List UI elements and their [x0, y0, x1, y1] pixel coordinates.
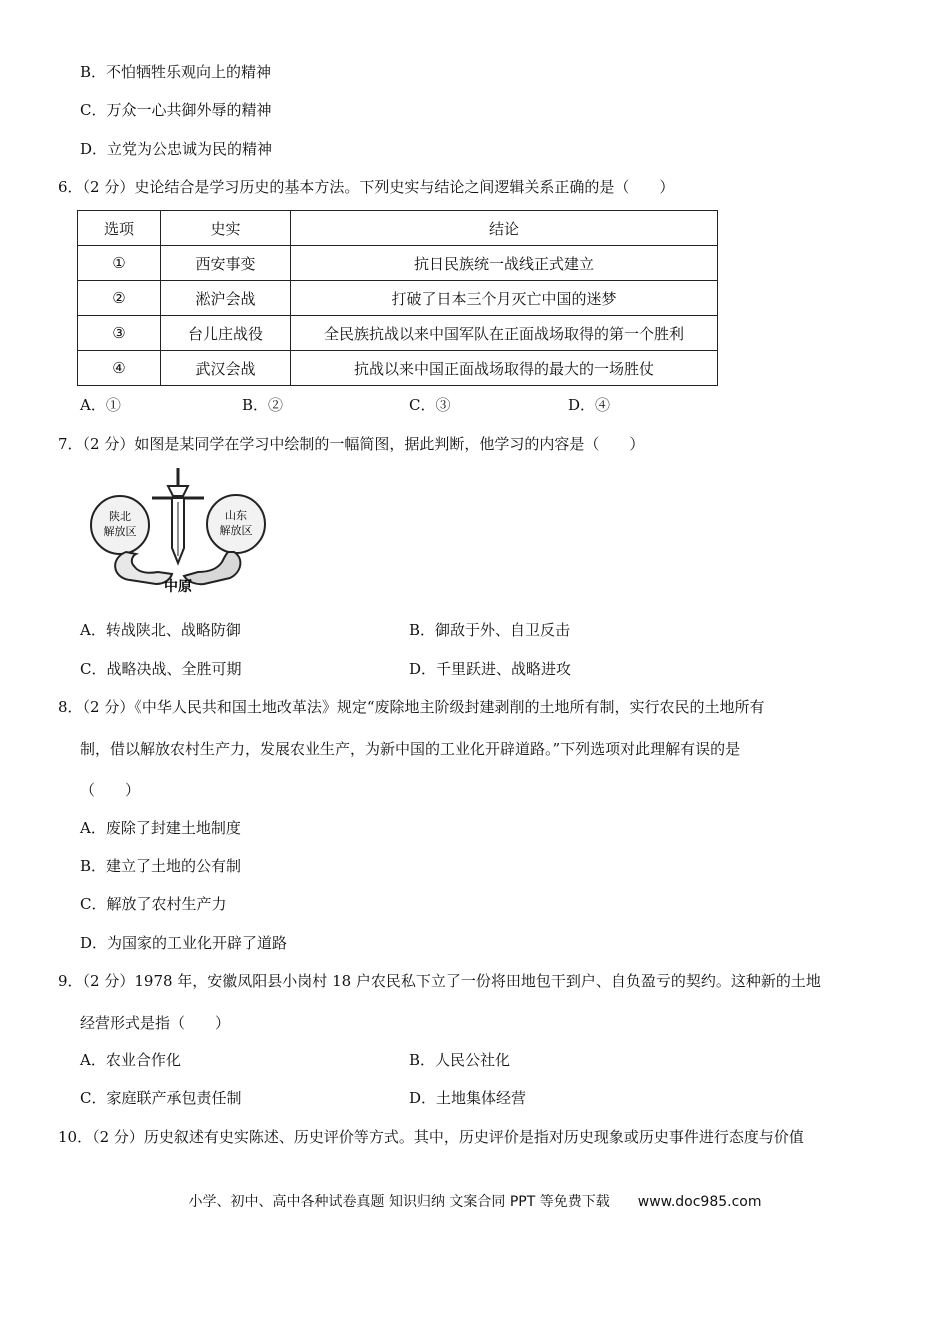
table-header-cell: 史实: [161, 211, 291, 246]
table-cell-fact: 武汉会战: [161, 351, 291, 386]
q6-stem: 6．（2 分）史论结合是学习历史的基本方法。下列史实与结论之间逻辑关系正确的是（ ）: [58, 178, 675, 196]
q7-option-c: C．战略决战、全胜可期: [80, 660, 242, 678]
q9-option-d: D．土地集体经营: [409, 1089, 527, 1107]
table-cell-fact: 淞沪会战: [161, 281, 291, 316]
q5-option-d: D．立党为公忠诚为民的精神: [80, 140, 273, 158]
q6-option-d: D．④: [568, 396, 611, 414]
table-cell-option: ④: [78, 351, 161, 386]
q8-stem-line1: 8．（2 分）《中华人民共和国土地改革法》规定“废除地主阶级封建剥削的土地所有制，实行农民的土地所有: [58, 698, 765, 716]
q6-table: [77, 210, 718, 386]
q7-option-b: B．御敌于外、自卫反击: [409, 621, 571, 639]
table-row: [78, 351, 718, 386]
q6-option-b: B．②: [242, 396, 284, 414]
table-row: [78, 281, 718, 316]
q5-option-b: B．不怕牺牲乐观向上的精神: [80, 63, 272, 81]
q9-option-a: A．农业合作化: [80, 1051, 181, 1069]
map-label-left-bottom: 解放区: [103, 525, 137, 538]
table-cell-option: ①: [78, 246, 161, 281]
map-label-left-top: 陕北: [109, 510, 131, 523]
q8-option-b: B．建立了土地的公有制: [80, 857, 242, 875]
table-cell-conclusion: 抗战以来中国正面战场取得的最大的一场胜仗: [291, 351, 718, 386]
q7-stem: 7．（2 分）如图是某同学在学习中绘制的一幅简图，据此判断，他学习的内容是（ ）: [58, 435, 645, 453]
table-cell-fact: 西安事变: [161, 246, 291, 281]
table-cell-option: ②: [78, 281, 161, 316]
q9-stem-line2: 经营形式是指（ ）: [80, 1014, 231, 1032]
page-footer: [0, 1191, 950, 1211]
table-row: [78, 246, 718, 281]
q9-stem-line1: 9．（2 分）1978 年，安徽凤阳县小岗村 18 户农民私下立了一份将田地包干到户、自负盈亏的契约。这种新的土地: [58, 972, 821, 990]
q10-stem-line1: 10．（2 分）历史叙述有史实陈述、历史评价等方式。其中，历史评价是指对历史现象或历史事件进行态度与价值: [58, 1128, 804, 1146]
table-row: [78, 316, 718, 351]
table-header-row: [78, 211, 718, 246]
table-cell-option: ③: [78, 316, 161, 351]
q9-option-b: B．人民公社化: [409, 1051, 511, 1069]
map-label-right-top: 山东: [225, 509, 247, 522]
table-cell-conclusion: 打破了日本三个月灭亡中国的迷梦: [291, 281, 718, 316]
q8-option-c: C．解放了农村生产力: [80, 895, 227, 913]
q7-option-d: D．千里跃进、战略进攻: [409, 660, 572, 678]
q8-stem-line2: 制，借以解放农村生产力，发展农业生产，为新中国的工业化开辟道路。”下列选项对此理解有误的是: [80, 740, 741, 758]
q7-sketch-map: [86, 468, 276, 596]
footer-url[interactable]: www.doc985.com: [637, 1194, 762, 1210]
q6-option-a: A．①: [80, 396, 121, 414]
table-header-cell: 结论: [291, 211, 718, 246]
table-cell-conclusion: 全民族抗战以来中国军队在正面战场取得的第一个胜利: [291, 316, 718, 351]
map-label-right-bottom: 解放区: [219, 524, 253, 537]
q8-option-d: D．为国家的工业化开辟了道路: [80, 934, 288, 952]
footer-text: 小学、初中、高中各种试卷真题 知识归纳 文案合同 PPT 等免费下载: [188, 1194, 610, 1210]
q9-option-c: C．家庭联产承包责任制: [80, 1089, 242, 1107]
table-cell-fact: 台儿庄战役: [161, 316, 291, 351]
q7-option-a: A．转战陕北、战略防御: [80, 621, 241, 639]
map-label-bottom: 中原: [164, 579, 192, 595]
q8-option-a: A．废除了封建土地制度: [80, 819, 241, 837]
q8-stem-line3: （ ）: [80, 781, 141, 799]
q6-option-c: C．③: [409, 396, 451, 414]
table-cell-conclusion: 抗日民族统一战线正式建立: [291, 246, 718, 281]
q5-option-c: C．万众一心共御外辱的精神: [80, 101, 272, 119]
table-header-cell: 选项: [78, 211, 161, 246]
